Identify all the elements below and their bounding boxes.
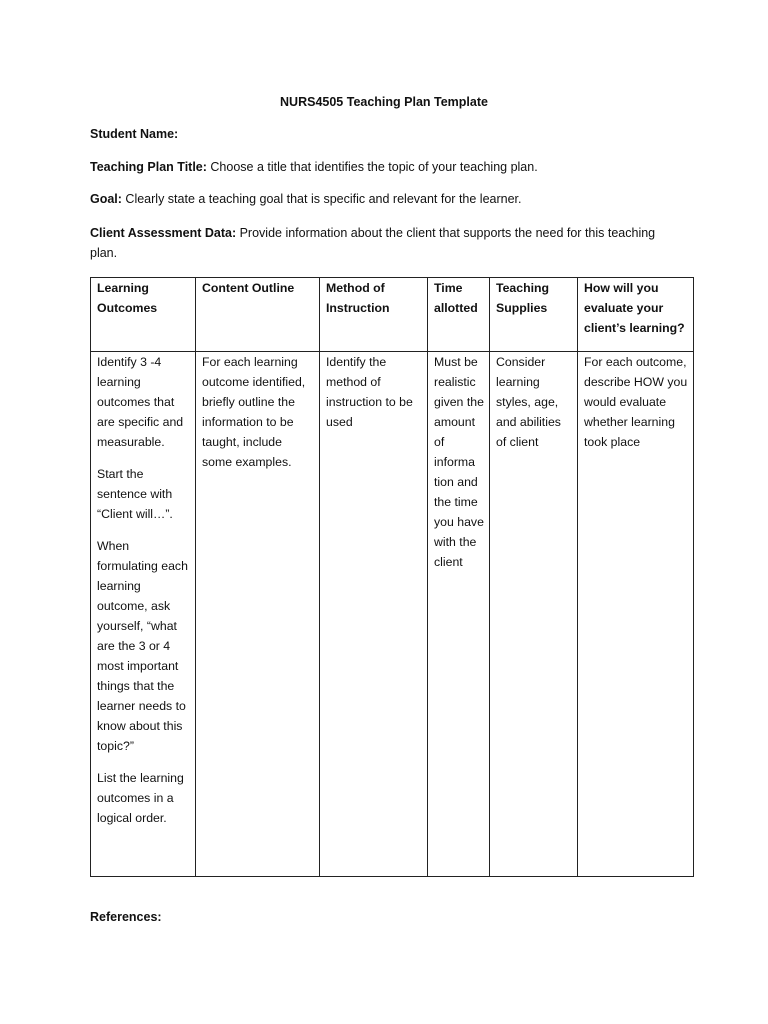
table-row (91, 352, 694, 877)
cell-evaluation: For each outcome, describe HOW you would evaluate whether learning took place (578, 352, 694, 877)
client-assessment-field (90, 224, 675, 263)
table-header-row (91, 278, 694, 352)
header-time-allotted: Time allotted (428, 278, 490, 352)
student-name-label: Student Name: (90, 127, 179, 141)
goal-field (90, 190, 675, 210)
goal-label: Goal: (90, 192, 122, 206)
header-content-outline: Content Outline (196, 278, 320, 352)
references-label: References: (90, 910, 162, 924)
cell-content-outline: For each learning outcome identified, briefly outline the information to be taught, include some examples. (196, 352, 320, 877)
teaching-plan-table (90, 277, 694, 877)
learning-outcomes-para: Identify 3 -4 learning outcomes that are specific and measurable. (97, 355, 184, 449)
document-title: NURS4505 Teaching Plan Template (280, 95, 488, 109)
cell-teaching-supplies: Consider learning styles, age, and abilities of client (490, 352, 578, 877)
learning-outcomes-para: Start the sentence with “Client will…”. (97, 467, 173, 521)
goal-text: Clearly state a teaching goal that is specific and relevant for the learner. (121, 192, 522, 206)
client-assessment-text: Provide information about the client that supports the need for this teaching plan. (90, 226, 656, 260)
cell-time-allotted: Must be realistic given the amount of informa tion and the time you have with the client (428, 352, 490, 877)
teaching-plan-title-label: Teaching Plan Title: (90, 160, 207, 174)
learning-outcomes-para: List the learning outcomes in a logical order. (97, 771, 184, 825)
cell-learning-outcomes (91, 352, 196, 877)
header-teaching-supplies: Teaching Supplies (490, 278, 578, 352)
cell-method-of-instruction: Identify the method of instruction to be used (320, 352, 428, 877)
header-learning-outcomes: Learning Outcomes (91, 278, 196, 352)
teaching-plan-title-text: Choose a title that identifies the topic of your teaching plan. (206, 160, 538, 174)
header-evaluation: How will you evaluate your client’s learning? (578, 278, 694, 352)
student-name-field (90, 125, 675, 145)
client-assessment-label: Client Assessment Data: (90, 226, 237, 240)
header-method-of-instruction: Method of Instruction (320, 278, 428, 352)
learning-outcomes-para: When formulating each learning outcome, ask yourself, “what are the 3 or 4 most important things that the learner needs to know about this topic?” (97, 539, 188, 753)
teaching-plan-title-field (90, 158, 675, 178)
